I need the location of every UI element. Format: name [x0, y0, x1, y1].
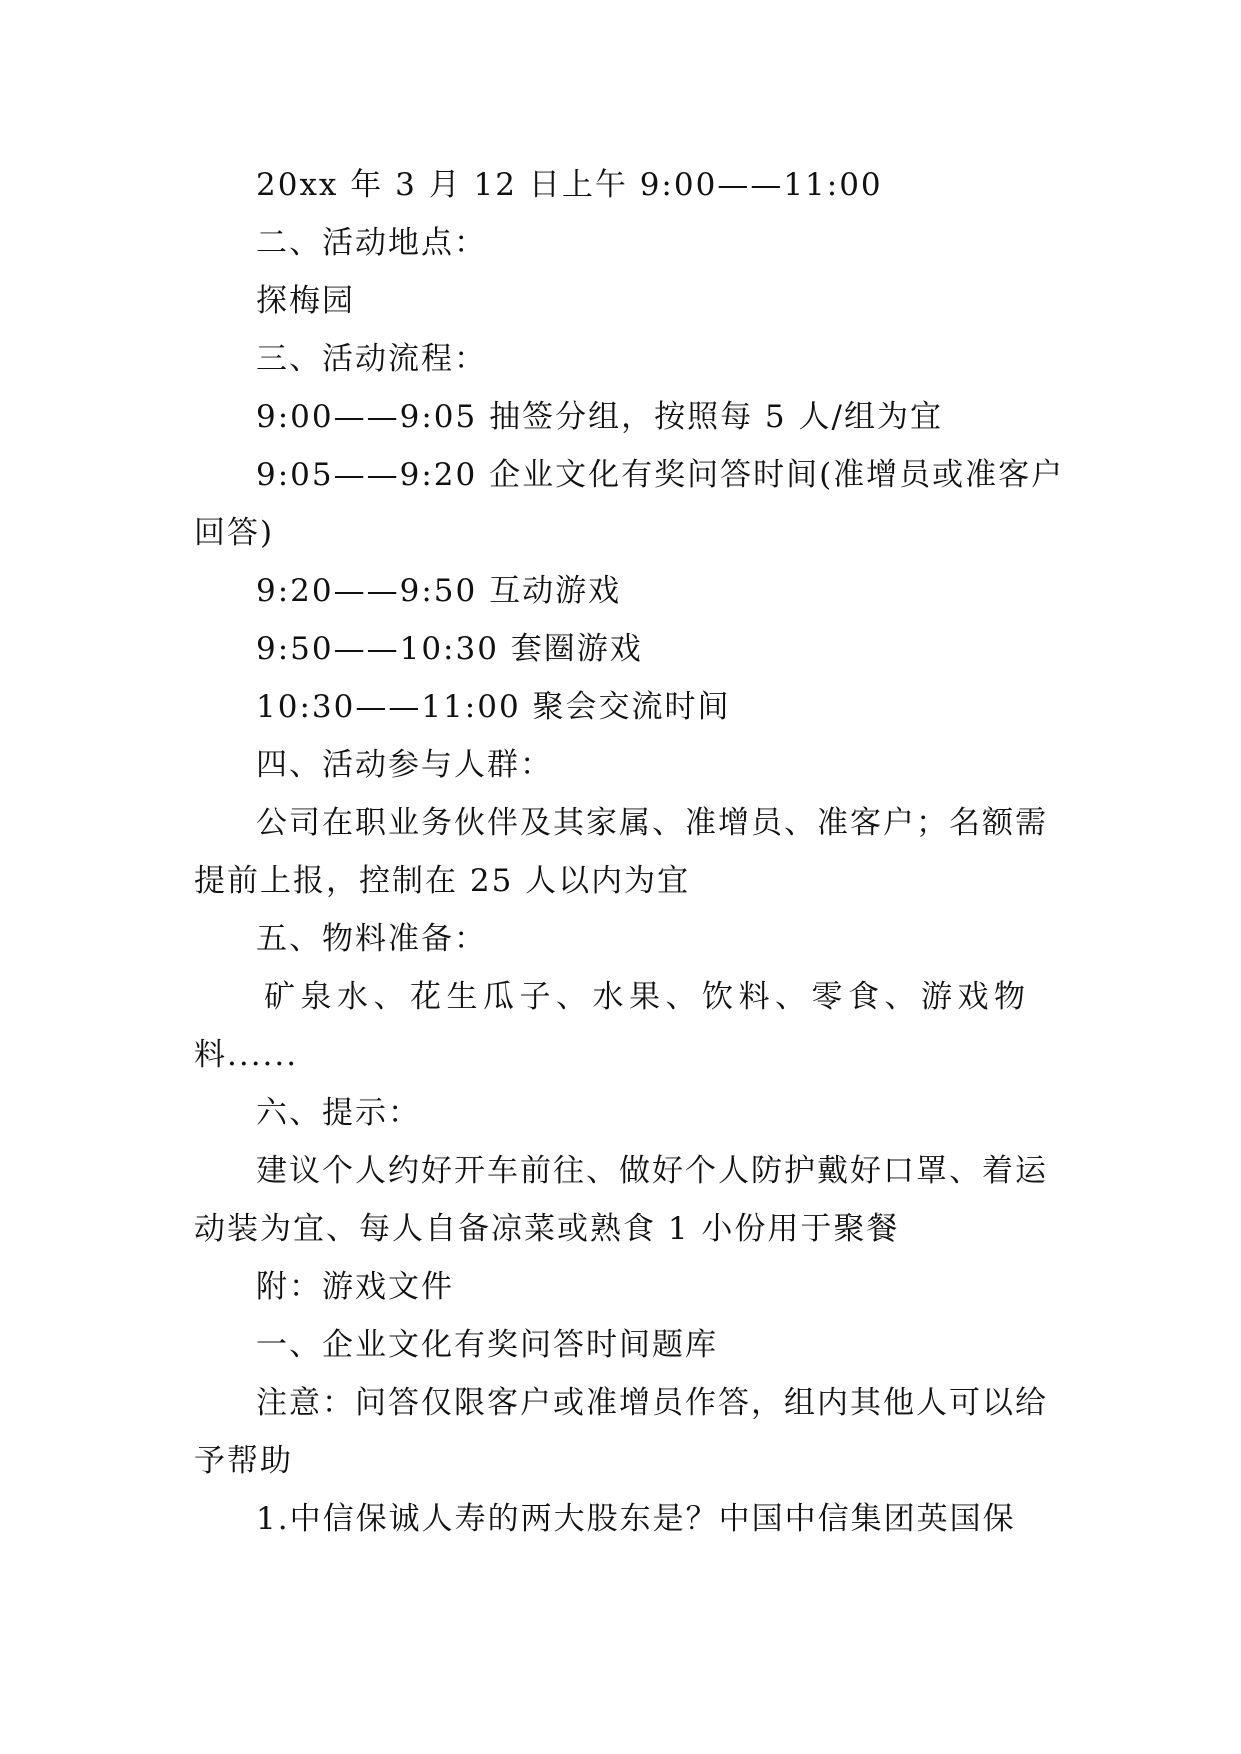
heading-tips: 六、提示：	[256, 1095, 421, 1131]
heading-participants: 四、活动参与人群：	[256, 747, 553, 783]
text-line-note: 注意：问答仅限客户或准增员作答，组内其他人可以给	[256, 1385, 1048, 1421]
text-line-participants: 公司在职业务伙伴及其家属、准增员、准客户；名额需	[256, 805, 1048, 841]
text-line-note-cont: 予帮助	[194, 1443, 293, 1479]
text-line-schedule-5: 10:30——11:00 聚会交流时间	[256, 689, 731, 725]
text-line-tips: 建议个人约好开车前往、做好个人防护戴好口罩、着运	[256, 1153, 1048, 1189]
text-line-location: 探梅园	[256, 283, 355, 319]
heading-location: 二、活动地点：	[256, 225, 487, 261]
text-line-tips-cont: 动装为宜、每人自备凉菜或熟食 1 小份用于聚餐	[194, 1211, 900, 1247]
heading-appendix: 附：游戏文件	[256, 1269, 454, 1305]
text-line-schedule-3: 9:20——9:50 互动游戏	[256, 573, 622, 609]
heading-quiz-bank: 一、企业文化有奖问答时间题库	[256, 1327, 718, 1363]
text-line-schedule-2: 9:05——9:20 企业文化有奖问答时间(准增员或准客户	[256, 457, 1065, 493]
text-line-schedule-2-cont: 回答)	[194, 515, 275, 551]
heading-materials: 五、物料准备：	[256, 921, 487, 957]
text-line-materials-cont: 料......	[194, 1037, 299, 1073]
text-line-event-time: 20xx 年 3 月 12 日上午 9:00——11:00	[256, 167, 883, 203]
text-line-schedule-4: 9:50——10:30 套圈游戏	[256, 631, 643, 667]
text-line-materials: 矿泉水、花生瓜子、水果、饮料、零食、游戏物	[264, 979, 1031, 1015]
heading-schedule: 三、活动流程：	[256, 341, 487, 377]
text-line-schedule-1: 9:00——9:05 抽签分组，按照每 5 人/组为宜	[256, 399, 943, 435]
text-line-question-1: 1.中信保诚人寿的两大股东是？中国中信集团英国保	[256, 1501, 1016, 1537]
text-line-participants-cont: 提前上报，控制在 25 人以内为宜	[194, 863, 691, 899]
